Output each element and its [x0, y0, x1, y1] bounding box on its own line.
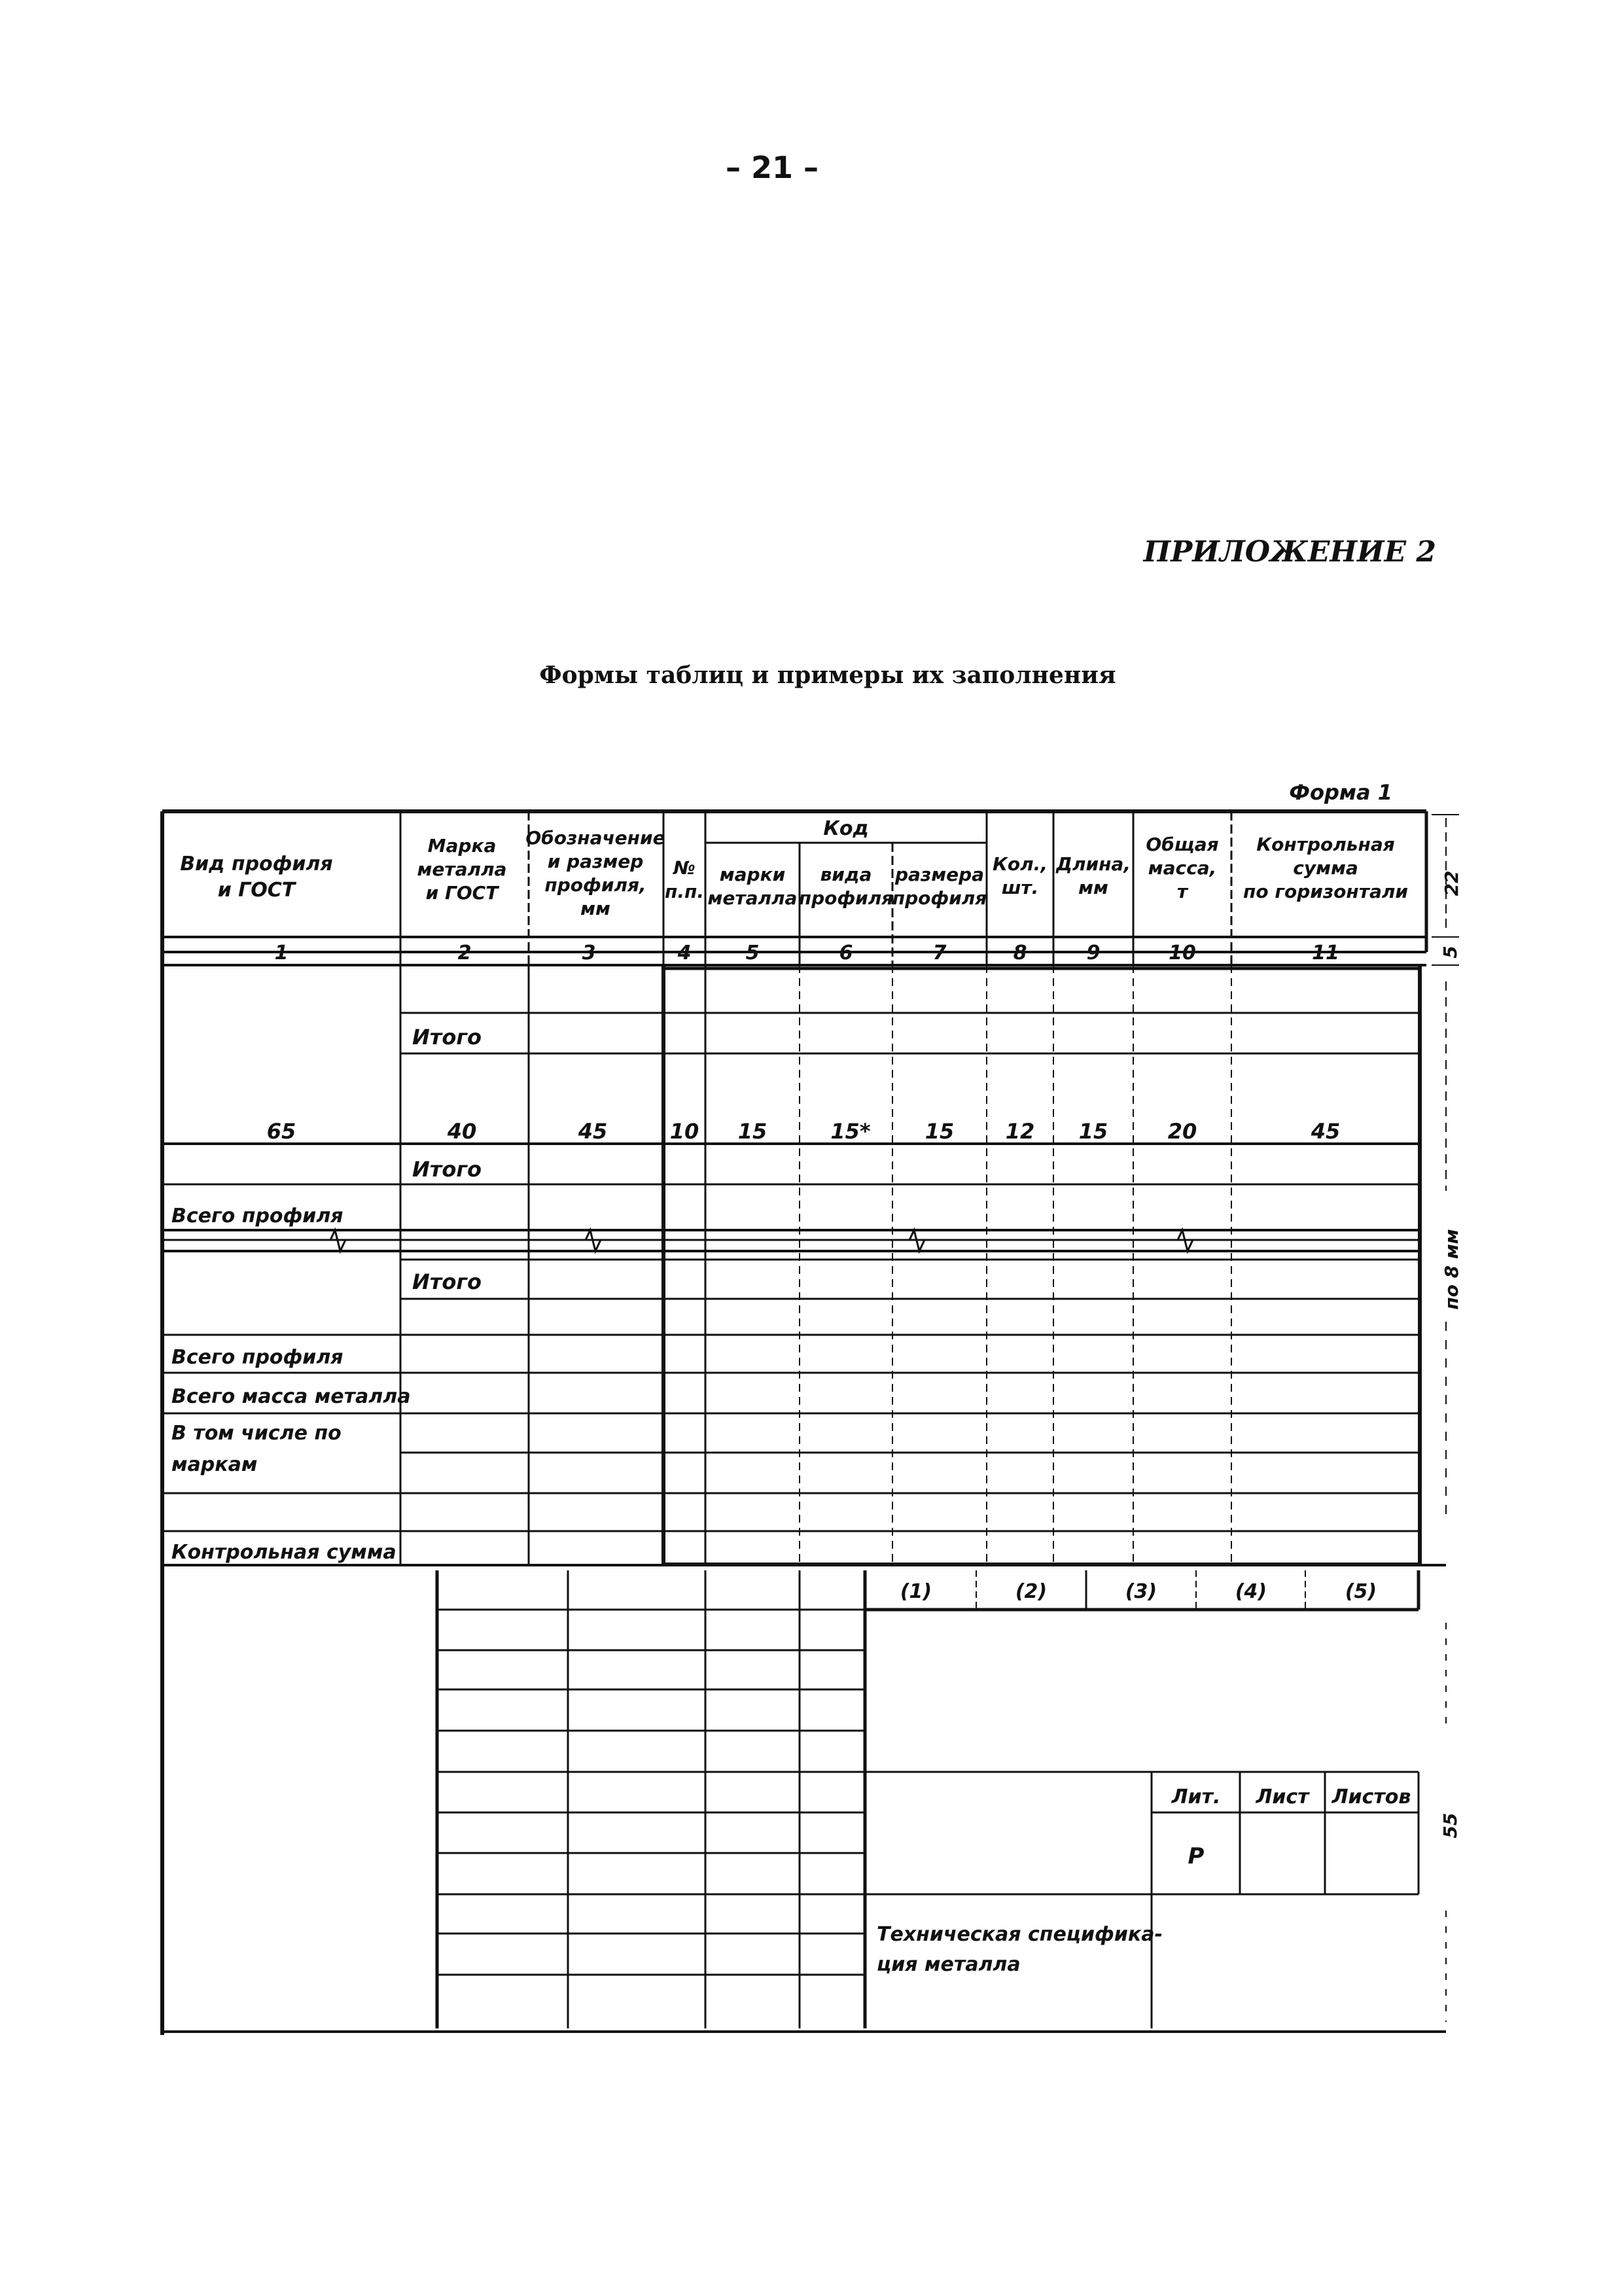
stamp-doc-title-line2: ция металла: [877, 1953, 1021, 1976]
column-width: 20: [1167, 1119, 1197, 1144]
stamp-lit-label: Лит.: [1171, 1786, 1221, 1809]
column-number: 1: [274, 942, 289, 964]
column-number: 10: [1169, 942, 1196, 964]
header-oboz-line4: мм: [580, 898, 610, 919]
header-np-line1: №: [673, 857, 696, 879]
stamp-lit-value: Р: [1188, 1843, 1205, 1869]
header-kod-marki-line2: металла: [707, 887, 798, 909]
header-ksum-line3: по горизонтали: [1243, 881, 1408, 902]
form-label: Форма 1: [1289, 780, 1392, 805]
header-ksum-line1: Контрольная: [1256, 834, 1395, 855]
column-number: 3: [582, 942, 596, 964]
page-title: Формы таблиц и примеры их заполнения: [539, 662, 1116, 689]
header-kod-marki-line1: марки: [719, 864, 786, 885]
header-kod-razmera-line1: размера: [894, 864, 985, 885]
header-kod-razmera-line2: профиля: [892, 887, 987, 909]
stamp-code: (2): [1015, 1580, 1048, 1603]
header-kol-line1: Кол.,: [993, 853, 1048, 875]
dimension-label: 55: [1439, 1812, 1461, 1839]
column-width: 45: [578, 1119, 608, 1144]
row-label-markam: маркам: [171, 1453, 258, 1476]
header-kol-line2: шт.: [1001, 877, 1039, 898]
dimension-label: по 8 мм: [1441, 1229, 1462, 1310]
header-ksum-line2: сумма: [1293, 857, 1358, 879]
header-massa-line2: масса,: [1148, 857, 1217, 879]
header-marka-line2: металла: [417, 858, 507, 880]
appendix-label: ПРИЛОЖЕНИЕ 2: [1143, 535, 1436, 569]
row-label-vsego-profilya: Всего профиля: [171, 1205, 344, 1227]
stamp-code: (4): [1235, 1580, 1267, 1603]
column-width: 15: [925, 1119, 955, 1144]
header-oboz-line3: профиля,: [544, 874, 646, 896]
column-width: 10: [669, 1119, 699, 1144]
header-kod-vida-line1: вида: [820, 864, 872, 885]
header-dlina-line1: Длина,: [1056, 853, 1131, 875]
header-kod: Код: [823, 817, 869, 840]
column-width: 15: [737, 1119, 767, 1144]
row-label-v-tom-chisle: В том числе по: [171, 1422, 342, 1445]
header-kod-vida-line2: профиля: [798, 887, 894, 909]
column-width: 15: [1078, 1119, 1108, 1144]
column-width: 65: [266, 1119, 296, 1144]
column-number: 7: [932, 942, 947, 964]
column-number: 11: [1312, 942, 1339, 964]
stamp-listov-label: Листов: [1331, 1786, 1411, 1809]
stamp-code: (1): [900, 1580, 932, 1603]
row-label-kontr-summa: Контрольная сумма: [171, 1541, 397, 1564]
stamp-code: (3): [1125, 1580, 1157, 1603]
column-number: 8: [1013, 942, 1027, 964]
row-label-itogo: Итого: [412, 1157, 482, 1182]
header-marka-line3: и ГОСТ: [425, 882, 499, 904]
row-label-itogo: Итого: [412, 1025, 482, 1050]
header-massa-line3: т: [1176, 881, 1188, 902]
dimension-label: 22: [1441, 870, 1462, 896]
page-number: – 21 –: [725, 150, 819, 185]
header-oboz-line2: и размер: [547, 851, 644, 872]
header-vid-line2: и ГОСТ: [217, 879, 296, 902]
dimension-label: 5: [1439, 945, 1461, 959]
column-number: 2: [457, 942, 472, 964]
column-width: 40: [447, 1119, 477, 1144]
header-oboz-line1: Обозначение: [525, 827, 665, 849]
column-width: 45: [1311, 1119, 1341, 1144]
column-number: 4: [677, 942, 692, 964]
stamp-code: (5): [1345, 1580, 1377, 1603]
column-number: 5: [745, 942, 760, 964]
row-label-vsego-massa: Всего масса металла: [171, 1385, 411, 1408]
row-label-vsego-profilya: Всего профиля: [171, 1346, 344, 1369]
header-massa-line1: Общая: [1146, 834, 1219, 855]
column-number: 6: [839, 942, 853, 964]
stamp-list-label: Лист: [1256, 1786, 1309, 1809]
header-vid-line1: Вид профиля: [180, 853, 333, 875]
column-width: 15*: [830, 1119, 871, 1144]
header-marka-line1: Марка: [427, 835, 497, 857]
header-np-line2: п.п.: [665, 881, 704, 902]
header-dlina-line2: мм: [1078, 877, 1108, 898]
column-number: 9: [1086, 942, 1101, 964]
row-label-itogo: Итого: [412, 1269, 482, 1294]
column-width: 12: [1005, 1119, 1035, 1144]
stamp-doc-title-line1: Техническая специфика-: [877, 1923, 1163, 1946]
